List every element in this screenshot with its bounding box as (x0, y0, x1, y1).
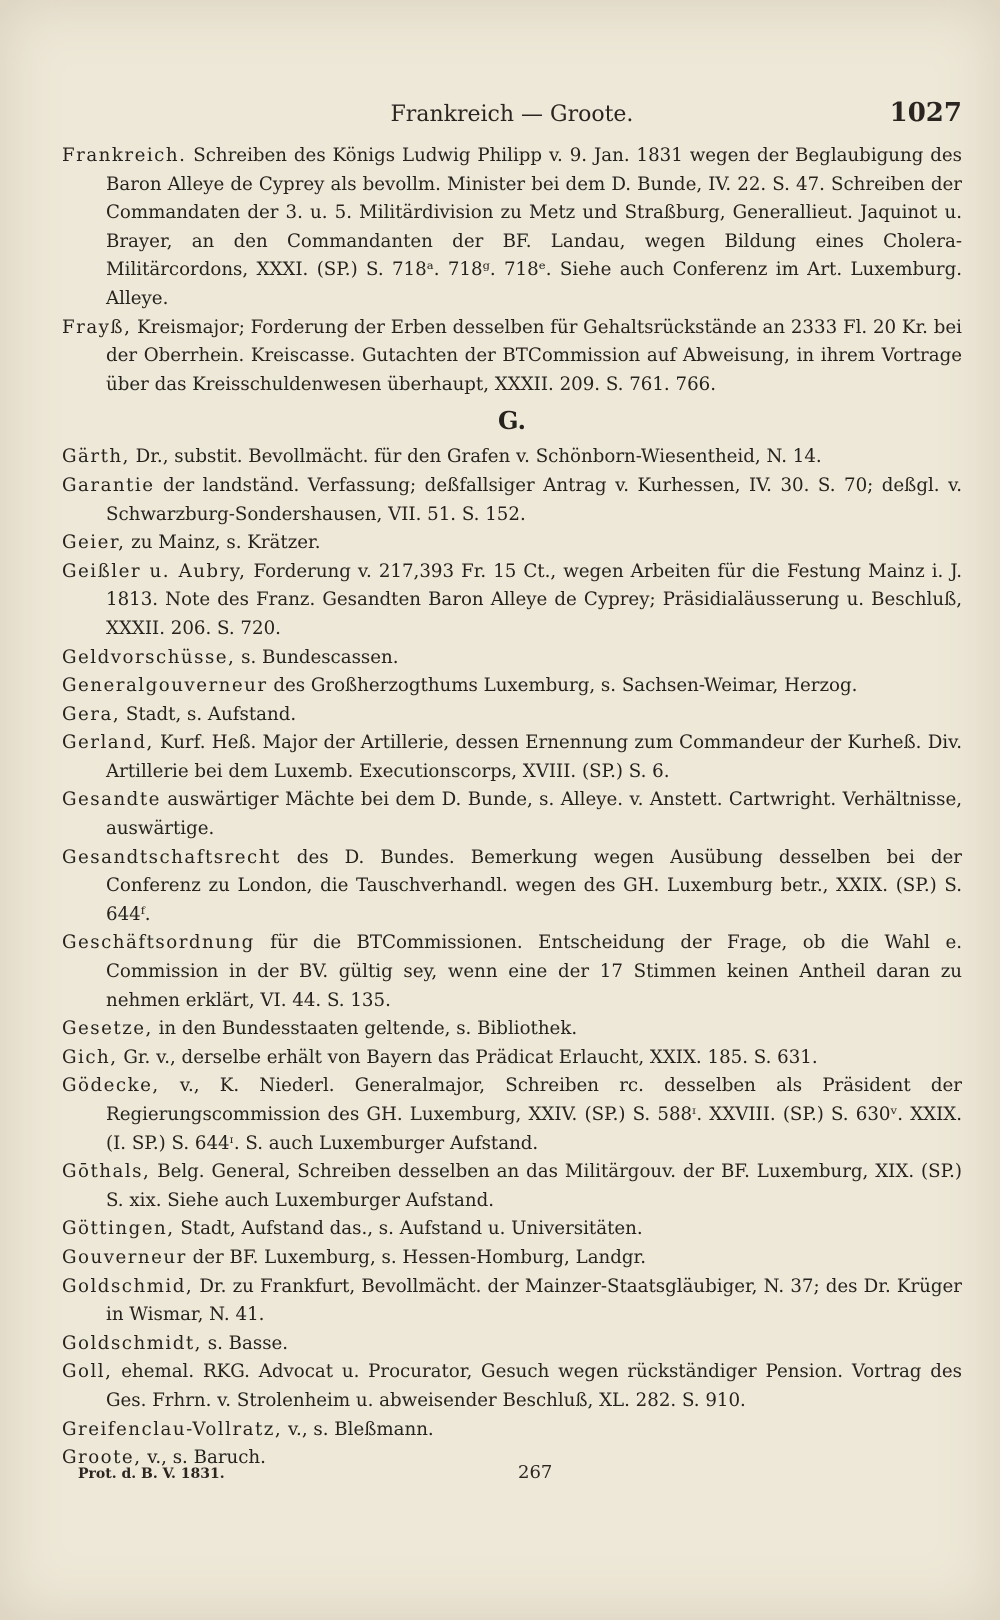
page-footer (78, 1462, 778, 1492)
entry-keyword: Goldschmid, (62, 1275, 194, 1297)
index-entry (62, 443, 962, 472)
index-entry (62, 1158, 962, 1215)
index-entry (62, 558, 962, 644)
index-entry (62, 701, 962, 730)
entry-keyword: Geldvorschüsse, (62, 646, 236, 668)
entry-keyword: Geschäftsordnung (62, 932, 255, 954)
page-title: Frankreich — Groote. (390, 102, 634, 127)
sheet-number: 267 (518, 1462, 553, 1483)
entry-text: Gr. v., derselbe erhält von Bayern das Prädicat Erlaucht, XXIX. 185. S. 631. (117, 1046, 818, 1068)
index-entry (62, 314, 962, 400)
entry-keyword: Gesetze, (62, 1018, 153, 1040)
index-entry (62, 672, 962, 701)
index-entry (62, 1072, 962, 1158)
entry-keyword: Goll, (62, 1361, 113, 1383)
entry-text: der BF. Luxemburg, s. Hessen-Homburg, Landgr. (186, 1246, 647, 1268)
section-heading: G. (498, 406, 526, 436)
entry-keyword: Geier, (62, 532, 126, 554)
running-header (62, 98, 962, 138)
entry-text: v., s. Bleßmann. (282, 1418, 434, 1440)
index-entries (62, 142, 962, 1473)
index-entry (62, 844, 962, 930)
entry-text: ehemal. RKG. Advocat u. Procurator, Gesuch wegen rückständiger Pension. Vortrag des Ges. Frhrn. v. Strolenheim u. abweisender Beschluß, XL. 282. S. 910. (106, 1361, 962, 1411)
printer-signature: Prot. d. B. V. 1831. (78, 1466, 225, 1482)
entry-keyword: Frayß, (62, 316, 132, 338)
entry-text: des D. Bundes. Bemerkung wegen Ausübung desselben bei der Conferenz zu London, die Tauschverhandl. wegen des GH. Luxemburg betr., XXIX. (SP.) S. 644ᶠ. (106, 846, 962, 925)
entry-text: Kreismajor; Forderung der Erben desselben für Gehaltsrückstände an 2333 Fl. 20 Kr. bei der Oberrhein. Kreiscasse. Gutachten der BTCommission auf Abweisung, in ihrem Vortrage über das Kreisschuldenwesen überhaupt, XXXII. 209. S. 761. 766. (106, 316, 962, 395)
index-entry (62, 644, 962, 673)
entry-text: v., K. Niederl. Generalmajor, Schreiben rc. desselben als Präsident der Regierungscommission des GH. Luxemburg, XXIV. (SP.) S. 588ᶦ. XXVIII. (SP.) S. 630ᵛ. XXIX. (I. SP.) S. 644ᶦ. S. auch Luxemburger Aufstand. (106, 1075, 962, 1154)
index-entry (62, 472, 962, 529)
entry-keyword: Gödecke, (62, 1075, 160, 1097)
entry-keyword: Göttingen, (62, 1218, 175, 1240)
entry-keyword: Gärth, (62, 446, 130, 468)
index-entry (62, 1273, 962, 1330)
index-entry (62, 729, 962, 786)
entry-keyword: Gōthals, (62, 1161, 151, 1183)
entry-text: v., s. Baruch. (141, 1447, 266, 1469)
entry-text: des Großherzogthums Luxemburg, s. Sachsen-Weimar, Herzog. (267, 675, 858, 697)
index-entry (62, 142, 962, 314)
entry-keyword: Gouverneur (62, 1246, 187, 1268)
index-entry (62, 1015, 962, 1044)
entry-text: Schreiben des Königs Ludwig Philipp v. 9. Jan. 1831 wegen der Beglaubigung des Baron Alleye de Cyprey als bevollm. Minister bei dem D. Bunde, IV. 22. S. 47. Schreiben der Commandaten der 3. u. 5. Militärdivision zu Metz und Straßburg, Generallieut. Jaquinot u. Brayer, an den Commandanten der BF. Landau, wegen Bildung eines Cholera-Militärcordons, XXXI. (SP.) S. 718ᵃ. 718ᵍ. 718ᵉ. Siehe auch Conferenz im Art. Luxemburg. Alleye. (106, 145, 962, 309)
entry-keyword: Gesandte (62, 789, 161, 811)
index-entry (62, 786, 962, 843)
entry-text: Dr., substit. Bevollmächt. für den Grafen v. Schönborn-Wiesentheid, N. 14. (129, 446, 822, 468)
entry-keyword: Gesandtschaftsrecht (62, 846, 281, 868)
entry-keyword: Gich, (62, 1046, 118, 1068)
entry-text: Dr. zu Frankfurt, Bevollmächt. der Mainzer-Staatsgläubiger, N. 37; des Dr. Krüger in Wismar, N. 41. (106, 1275, 962, 1326)
entry-keyword: Greifenclau-Vollratz, (62, 1418, 283, 1440)
entry-text: für die BTCommissionen. Entscheidung der Frage, ob die Wahl e. Commission in der BV. gültig sey, wenn eine der 17 Stimmen keinen Antheil daran zu nehmen erklärt, VI. 44. S. 135. (106, 932, 962, 1011)
index-entry (62, 1215, 962, 1244)
entry-keyword: Generalgouverneur (62, 675, 268, 697)
index-entry (62, 1044, 962, 1073)
index-entry (62, 929, 962, 1015)
entry-text: Kurf. Heß. Major der Artillerie, dessen Ernennung zum Commandeur der Kurheß. Div. Artillerie bei dem Luxemb. Executionscorps, XVIII. (SP.) S. 6. (106, 732, 962, 782)
entry-keyword: Frankreich. (62, 145, 187, 166)
index-entry (62, 1416, 962, 1445)
entry-keyword: Goldschmidt, (62, 1332, 202, 1354)
entry-text: zu Mainz, s. Krätzer. (125, 532, 321, 554)
page-number: 1027 (889, 98, 962, 128)
index-entry (62, 529, 962, 558)
entry-keyword: Groote, (62, 1447, 142, 1469)
entry-keyword: Gera, (62, 703, 121, 725)
entry-keyword: Gerland, (62, 732, 154, 754)
entry-text: Forderung v. 217,393 Fr. 15 Ct., wegen Arbeiten für die Festung Mainz i. J. 1813. Note des Franz. Gesandten Baron Alleye de Cyprey; Präsidialäusserung u. Beschluß, XXXII. 206. S. 720. (106, 560, 962, 639)
entry-text: auswärtiger Mächte bei dem D. Bunde, s. Alleye. v. Anstett. Cartwright. Verhältnisse, auswärtige. (106, 789, 962, 840)
entry-keyword: Geißler u. Aubry, (62, 560, 247, 582)
entry-text: Belg. General, Schreiben desselben an das Militärgouv. der BF. Luxemburg, XIX. (SP.) S. xix. Siehe auch Luxemburger Aufstand. (106, 1161, 962, 1211)
index-entry (62, 1358, 962, 1415)
entry-keyword: Garantie (62, 474, 155, 496)
entry-text: s. Basse. (201, 1332, 289, 1354)
entry-text: Stadt, s. Aufstand. (120, 703, 297, 725)
entry-text: in den Bundesstaaten geltende, s. Bibliothek. (152, 1018, 578, 1040)
index-entry (62, 1330, 962, 1359)
entry-text: Stadt, Aufstand das., s. Aufstand u. Universitäten. (174, 1218, 643, 1240)
index-entry (62, 1244, 962, 1273)
entry-text: der landständ. Verfassung; deßfallsiger Antrag v. Kurhessen, IV. 30. S. 70; deßgl. v. Schwarzburg-Sondershausen, VII. 51. S. 152. (106, 474, 962, 525)
entry-text: s. Bundescassen. (235, 646, 399, 668)
